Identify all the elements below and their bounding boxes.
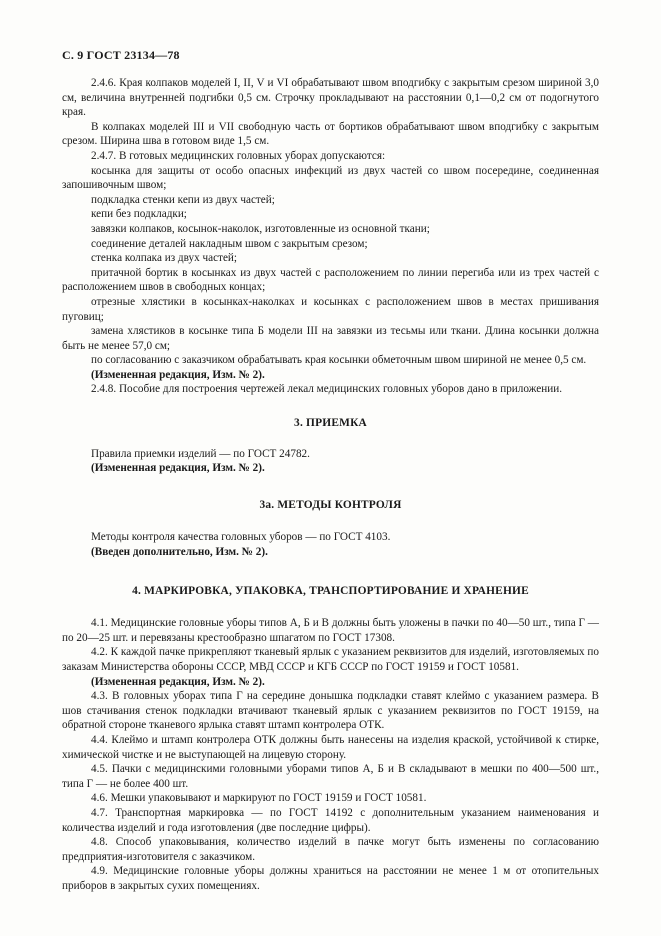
paragraph-4-3: 4.3. В головных уборах типа Г на середине донышка подкладки ставят клеймо с указанием размера. В шов стачивания стенок подкладки втачивают тканевый ярлык с указанием реквизитов по ГОСТ 19159, на обратной стороне тканевого ярлыка ставят штамп контролера ОТК. (62, 690, 599, 732)
page-header: С. 9 ГОСТ 23134—78 (62, 48, 180, 62)
list-item: отрезные хлястики в косынках-наколках и косынках с расположением швов в местах пришивания пуговиц; (62, 295, 599, 323)
document-body (62, 76, 599, 894)
paragraph-4-2: 4.2. К каждой пачке прикрепляют тканевый ярлык с указанием реквизитов для изделий, изготовляемых по заказам Министерства обороны СССР, МВД СССР и КГБ СССР по ГОСТ 19159 и ГОСТ 10581. (62, 646, 599, 673)
paragraph-2-4-8: 2.4.8. Пособие для построения чертежей лекал медицинских головных уборов дано в приложении. (91, 383, 562, 396)
amendment-note: (Измененная редакция, Изм. № 2). (91, 368, 265, 381)
amendment-note: (Измененная редакция, Изм. № 2). (91, 675, 265, 688)
introduced-note: (Введен дополнительно, Изм. № 2). (91, 546, 268, 559)
paragraph-kolpak-models: В колпаках моделей III и VII свободную часть от бортиков обрабатывают швом вподгибку с закрытым срезом. Ширина шва в готовом виде 1,5 см. (62, 120, 599, 148)
section-title-control-methods: 3а. МЕТОДЫ КОНТРОЛЯ (259, 498, 402, 511)
paragraph-4-9: 4.9. Медицинские головные уборы должны храниться на расстоянии не менее 1 м от отопительных приборов в закрытых сухих помещениях. (62, 865, 599, 892)
paragraph-4-6: 4.6. Мешки упаковывают и маркируют по ГОСТ 19159 и ГОСТ 10581. (91, 792, 427, 805)
section-title-marking: 4. МАРКИРОВКА, УПАКОВКА, ТРАНСПОРТИРОВАНИЕ И ХРАНЕНИЕ (132, 584, 529, 597)
list-item: подкладка стенки кепи из двух частей; (91, 193, 275, 206)
paragraph-4-8: 4.8. Способ упаковывания, количество изделий в пачке могут быть изменены по согласованию предприятия-изготовителя с заказчиком. (62, 836, 599, 863)
paragraph-2-4-6: 2.4.6. Края колпаков моделей I, II, V и VI обрабатывают швом вподгибку с закрытым срезом шириной 3,0 см, величина внутренней подгибки 0,5 см. Строчку прокладывают на расстоянии 0,1—0,2 см от подогнутого края. (62, 77, 599, 119)
paragraph-4-5: 4.5. Пачки с медицинскими головными уборами типов А, Б и В складывают в мешки по 400—500 шт., типа Г — не более 400 шт. (62, 763, 599, 790)
control-methods-text: Методы контроля качества головных уборов — по ГОСТ 4103. (91, 531, 391, 544)
list-item: соединение деталей накладным швом с закрытым срезом; (91, 237, 368, 250)
list-item: замена хлястиков в косынке типа Б модели III на завязки из тесьмы или ткани. Длина косынки должна быть не менее 57,0 см; (62, 325, 599, 352)
paragraph-4-4: 4.4. Клеймо и штамп контролера ОТК должны быть нанесены на изделия краской, устойчивой к стирке, химической чистке и не выступающей на лицевую сторону. (62, 733, 599, 761)
list-item: по согласованию с заказчиком обрабатывать края косынки обметочным швом шириной не менее 0,5 см. (91, 354, 587, 367)
list-item: кепи без подкладки; (91, 208, 187, 221)
paragraph-4-7: 4.7. Транспортная маркировка — по ГОСТ 14192 с дополнительным указанием наименования и количества изделий и года изготовления (две последние цифры). (62, 806, 599, 834)
paragraph-2-4-7: 2.4.7. В готовых медицинских головных уборах допускаются: (91, 149, 386, 162)
paragraph-4-1: 4.1. Медицинские головные уборы типов А, Б и В должны быть уложены в пачки по 40—50 шт., типа Г — по 20—25 шт. и перевязаны крестообразно шпагатом по ГОСТ 17308. (62, 617, 599, 644)
amendment-note: (Измененная редакция, Изм. № 2). (91, 462, 265, 475)
acceptance-text: Правила приемки изделий — по ГОСТ 24782. (91, 447, 310, 460)
list-item: притачной бортик в косынках из двух частей с расположением по линии перегиба или из трех частей с расположением швов в свободных концах; (62, 266, 599, 294)
list-item: косынка для защиты от особо опасных инфекций из двух частей со швом посередине, соединенная запошивочным швом; (62, 164, 599, 192)
section-title-acceptance: 3. ПРИЕМКА (294, 417, 367, 430)
list-item: стенка колпака из двух частей; (91, 252, 237, 265)
list-item: завязки колпаков, косынок-наколок, изготовленные из основной ткани; (91, 222, 430, 235)
